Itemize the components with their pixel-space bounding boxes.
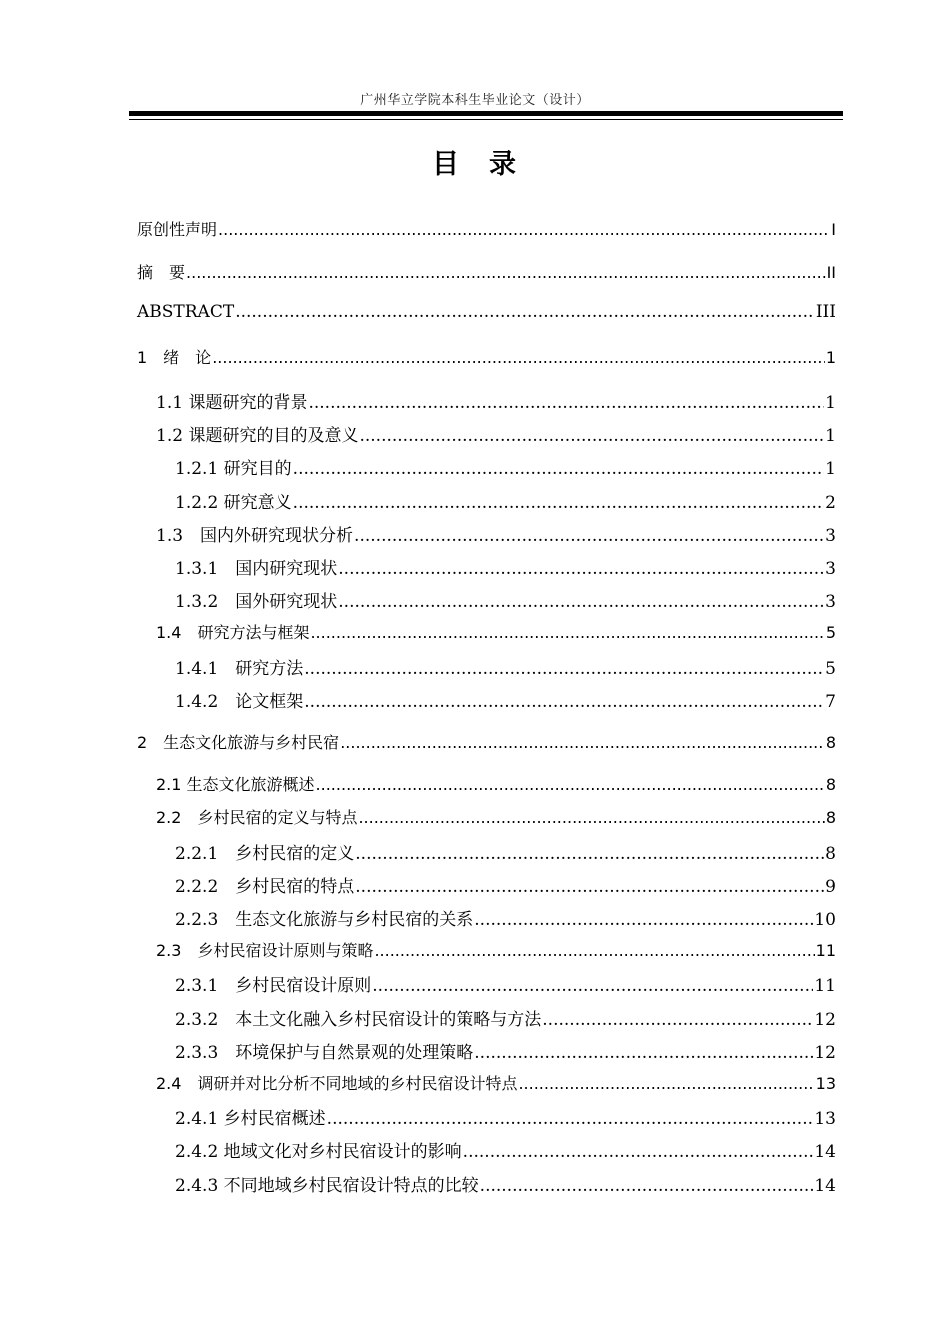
toc-entry[interactable]	[175, 587, 836, 612]
toc-entry-label: 摘 要	[137, 263, 186, 282]
toc-entry-page: 1	[825, 459, 836, 479]
toc-entry[interactable]	[137, 302, 836, 322]
toc-entry[interactable]	[175, 454, 836, 479]
toc-entry-page: 8	[825, 808, 836, 827]
toc-entry[interactable]	[175, 1137, 836, 1162]
toc-entry-page: 8	[825, 844, 836, 864]
toc-entry-label: 2.4.2 地域文化对乡村民宿设计的影响	[175, 1142, 462, 1162]
toc-entry[interactable]	[175, 654, 836, 679]
toc-entry-page: 14	[814, 1142, 836, 1162]
toc-entry-label: 2.4.1 乡村民宿概述	[175, 1109, 326, 1129]
toc-entry-label: ABSTRACT	[137, 302, 235, 322]
toc-title-char-2: 录	[489, 149, 518, 180]
toc-entry-label: 2.2.1 乡村民宿的定义	[175, 844, 355, 864]
page-header: 广州华立学院本科生毕业论文（设计）	[360, 93, 590, 108]
toc-entry-page: 1	[825, 393, 836, 413]
toc-entry-label: 1.2 课题研究的目的及意义	[156, 426, 359, 446]
toc-entry[interactable]	[175, 687, 836, 712]
toc-entry[interactable]	[156, 1071, 836, 1094]
toc-entry-label: 1.4.1 研究方法	[175, 659, 304, 679]
toc-entry-label: 2.2.2 乡村民宿的特点	[175, 877, 355, 897]
toc-entry[interactable]	[175, 1038, 836, 1063]
toc-entry-page: 3	[825, 559, 836, 579]
toc-entry-page: 11	[814, 976, 836, 996]
toc-entry-label: 2.3.3 环境保护与自然景观的处理策略	[175, 1043, 474, 1063]
toc-entry-page: 1	[825, 426, 836, 446]
toc-entry[interactable]	[156, 388, 836, 413]
toc-entry[interactable]	[137, 217, 836, 240]
toc-entry-label: 2.4 调研并对比分析不同地域的乡村民宿设计特点	[156, 1074, 518, 1093]
toc-entry[interactable]	[156, 620, 836, 643]
toc-entry[interactable]	[175, 905, 836, 930]
toc-entry-label: 2 生态文化旅游与乡村民宿	[137, 733, 340, 752]
toc-entry-label: 2.3 乡村民宿设计原则与策略	[156, 941, 374, 960]
toc-entry[interactable]	[175, 1104, 836, 1129]
toc-entry-page: 2	[825, 493, 836, 513]
toc-entry-page: 8	[825, 775, 836, 794]
toc-entry-page: 10	[814, 910, 836, 930]
toc-entry-page: 3	[825, 526, 836, 546]
toc-entry[interactable]	[175, 839, 836, 864]
toc-entry-page: 1	[825, 348, 836, 367]
toc-entry-label: 2.3.1 乡村民宿设计原则	[175, 976, 372, 996]
toc-entry[interactable]	[175, 1171, 836, 1196]
toc-entry-label: 1.3.2 国外研究现状	[175, 592, 338, 612]
toc-title-char-1: 目	[432, 149, 461, 180]
toc-entry-label: 2.2 乡村民宿的定义与特点	[156, 808, 358, 827]
toc-entry[interactable]	[175, 971, 836, 996]
toc-entry[interactable]	[156, 521, 836, 546]
toc-entry-page: 5	[825, 623, 836, 642]
toc-entry-label: 原创性声明	[137, 220, 218, 239]
toc-entry-page: 8	[825, 733, 836, 752]
toc-entry[interactable]	[175, 554, 836, 579]
toc-entry-page: 7	[825, 692, 836, 712]
toc-entry-label: 2.2.3 生态文化旅游与乡村民宿的关系	[175, 910, 474, 930]
toc-entry-label: 1.3.1 国内研究现状	[175, 559, 338, 579]
toc-entry[interactable]	[175, 1005, 836, 1030]
toc-entry-label: 2.3.2 本土文化融入乡村民宿设计的策略与方法	[175, 1010, 542, 1030]
toc-entry-label: 2.1 生态文化旅游概述	[156, 775, 315, 794]
toc-entry[interactable]	[175, 488, 836, 513]
toc-entry-page: I	[831, 220, 836, 239]
toc-entry-page: 3	[825, 592, 836, 612]
toc-entry[interactable]	[137, 260, 836, 283]
toc-entry-page: 9	[825, 877, 836, 897]
toc-entry[interactable]	[156, 805, 836, 828]
toc-entry-label: 1.2.1 研究目的	[175, 459, 292, 479]
toc-entry-page: 12	[814, 1010, 836, 1030]
toc-entry-page: 12	[814, 1043, 836, 1063]
header-rule-thick	[129, 111, 843, 116]
toc-entry[interactable]	[175, 872, 836, 897]
toc-entry[interactable]	[156, 938, 836, 961]
toc-entry-page: II	[826, 263, 836, 282]
toc-entry-label: 1.2.2 研究意义	[175, 493, 292, 513]
toc-entry-label: 2.4.3 不同地域乡村民宿设计特点的比较	[175, 1176, 479, 1196]
toc-entry-label: 1.3 国内外研究现状分析	[156, 526, 354, 546]
toc-entry[interactable]	[156, 421, 836, 446]
toc-entry[interactable]	[156, 772, 836, 795]
toc-entry-label: 1 绪 论	[137, 348, 212, 367]
toc-entry-page: 5	[825, 659, 836, 679]
toc-entry-page: 13	[815, 1074, 836, 1093]
toc-entry-page: 13	[814, 1109, 836, 1129]
toc-entry[interactable]	[137, 730, 836, 753]
toc-entry-page: III	[815, 302, 836, 322]
toc-entry-page: 14	[814, 1176, 836, 1196]
header-rule-thin	[129, 119, 843, 120]
toc-entry-label: 1.1 课题研究的背景	[156, 393, 308, 413]
toc-entry[interactable]	[137, 345, 836, 368]
toc-entry-label: 1.4 研究方法与框架	[156, 623, 310, 642]
toc-entry-page: 11	[815, 941, 836, 960]
toc-entry-label: 1.4.2 论文框架	[175, 692, 304, 712]
toc-title	[0, 142, 950, 181]
